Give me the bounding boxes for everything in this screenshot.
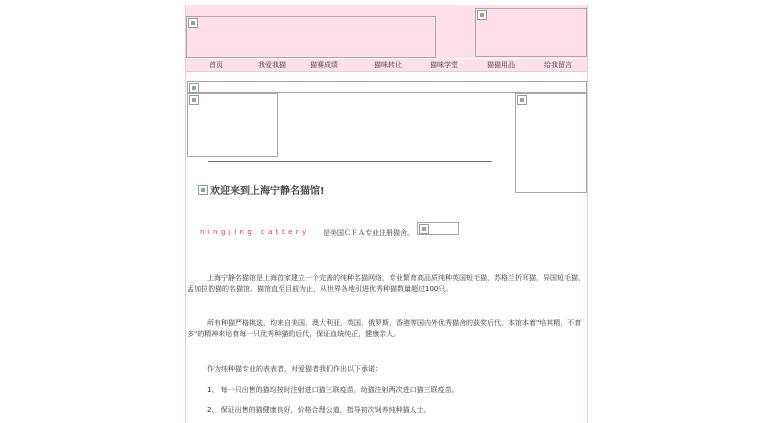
header-banner: [186, 5, 587, 58]
welcome-cat-image: [197, 184, 209, 196]
divider-line: [208, 161, 492, 162]
broken-image-icon: [419, 224, 429, 234]
header-logo-image: [186, 16, 436, 58]
broken-image-icon: [477, 10, 487, 20]
promise-item-2: 2、 保证出售的猫健康良好，价格合理公道，指导初次饲养纯种猫人士。: [207, 406, 431, 414]
nav-item-guestbook[interactable]: 给我留言: [544, 61, 572, 69]
nav-item-cat-transfer[interactable]: 猫咪转让: [374, 61, 402, 69]
cfa-logo-image: [417, 222, 459, 235]
left-photo-image: [187, 93, 278, 157]
nav-item-i-love-my-cat[interactable]: 我爱我猫: [258, 61, 286, 69]
cfa-registration: [323, 228, 414, 238]
broken-image-icon: [189, 95, 199, 105]
promise-intro: 作为纯种猫专业的表表者，对爱猫者我们作出以下承诺：: [207, 365, 382, 373]
intro-paragraph: 上海宁静名猫馆是上海首家建立一个完善的纯种名猫网络，专业繁育高品质纯种英国短毛猫，苏格兰折耳猫，异国短毛猫，孟加拉豹猫的名猫馆。猫馆直至目前为止，从世界各地引进优秀种猫数量超过100只。: [187, 274, 585, 293]
nav-item-home[interactable]: 首页: [209, 61, 223, 69]
breeding-paragraph: 所有种猫严格挑选，均来自美国，澳大利亚，英国，俄罗斯，香港等国内外优秀猫舍的获奖后代。本馆本着"培其精，不育多"的精神来培育每一只优秀种猫的后代，保证血统纯正，健康亲人。: [187, 319, 582, 338]
broken-image-icon: [188, 18, 198, 28]
broken-image-icon: [198, 185, 208, 195]
main-navigation: [186, 59, 587, 72]
banner-strip-image: [187, 81, 587, 93]
right-photo-image: [515, 93, 587, 193]
cattery-name: ningjing cattery: [200, 228, 310, 236]
page-container: [185, 5, 588, 423]
nav-item-cat-school[interactable]: 猫咪学堂: [430, 61, 458, 69]
broken-image-icon: [517, 95, 527, 105]
cfa-text: 是美国ＣＦＡ专业注册猫舍。: [323, 229, 414, 237]
promise-item-1: 1、 每一只出售的猫均按时注射进口猫三联疫苗，幼猫注射两次进口猫三联疫苗。: [207, 386, 459, 394]
nav-item-cat-supplies[interactable]: 猫猫用品: [487, 61, 515, 69]
broken-image-icon: [189, 83, 199, 93]
nav-item-show-results[interactable]: 猫赛成绩: [310, 61, 338, 69]
welcome-heading: [197, 182, 325, 197]
header-right-image: [475, 8, 587, 57]
welcome-title: 欢迎来到上海宁静名猫馆!: [210, 186, 325, 197]
